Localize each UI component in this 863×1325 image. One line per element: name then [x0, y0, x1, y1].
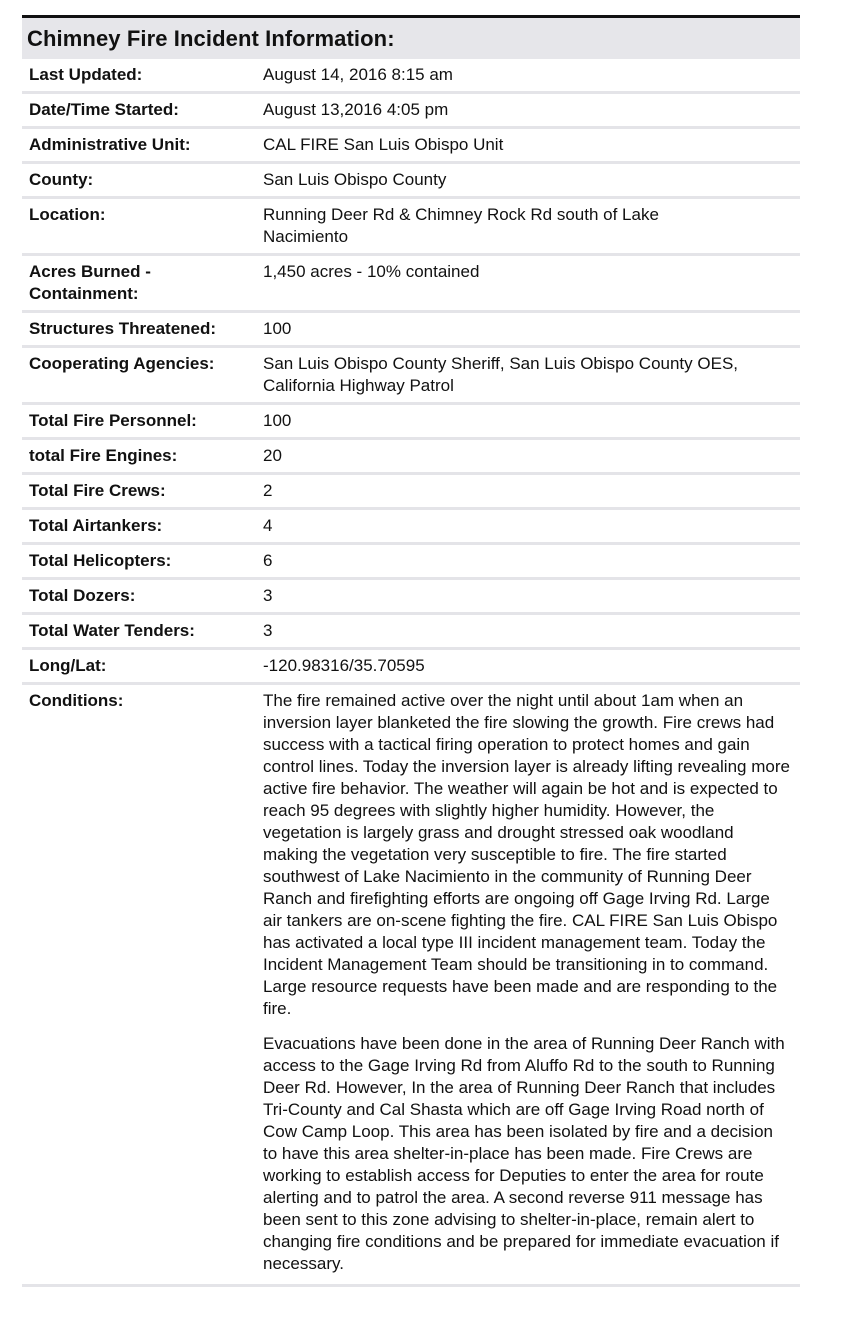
panel-header [22, 15, 800, 59]
field-label: Last Updated: [29, 65, 143, 84]
field-label: Total Water Tenders: [29, 621, 195, 640]
field-value: 100 [263, 411, 292, 430]
field-label: Conditions: [29, 691, 124, 710]
field-label: County: [29, 170, 94, 189]
field-value: August 14, 2016 8:15 am [263, 65, 453, 84]
row-administrative-unit [22, 129, 800, 164]
field-value: 4 [263, 516, 273, 535]
row-total-airtankers [22, 510, 800, 545]
field-label: Structures Threatened: [29, 319, 217, 338]
field-value: 3 [263, 621, 273, 640]
field-label: Total Fire Personnel: [29, 411, 197, 430]
field-label: Location: [29, 205, 106, 224]
field-value: 3 [263, 586, 273, 605]
field-label: Total Dozers: [29, 586, 136, 605]
row-total-water-tenders [22, 615, 800, 650]
field-value: 20 [263, 446, 282, 465]
row-location [22, 199, 800, 256]
field-value: San Luis Obispo County [263, 170, 447, 189]
row-total-fire-engines [22, 440, 800, 475]
row-county [22, 164, 800, 199]
field-label: Total Helicopters: [29, 551, 172, 570]
conditions-paragraph: Evacuations have been done in the area of Running Deer Ranch with access to the Gage Irving Rd from Aluffo Rd to the south to Running Deer Rd. However, In the area of Running Deer Ranch that includes Tri-County and Cal Shasta which are off Gage Irving Road north of Cow Camp Loop. This area has been isolated by fire and a decision to have this area shelter-in-place has been made. Fire Crews are working to establish access for Deputies to enter the area for route alerting and to patrol the area. A second reverse 911 message has been sent to this zone advising to shelter-in-place, remain alert to changing fire conditions and be prepared for immediate evacuation if necessary. [263, 1034, 785, 1273]
conditions-paragraph: The fire remained active over the night until about 1am when an inversion layer blanketed the fire slowing the growth. Fire crews had success with a tactical firing operation to protect homes and gain control lines. Today the inversion layer is already lifting revealing more active fire behavior. The weather will again be hot and is expected to reach 95 degrees with slightly higher humidity. However, the vegetation is largely grass and drought stressed oak woodland making the vegetation very susceptible to fire. The fire started southwest of Lake Nacimiento in the community of Running Deer Ranch and firefighting efforts are ongoing off Gage Irving Rd. Large air tankers are on-scene fighting the fire. CAL FIRE San Luis Obispo has activated a local type III incident management team. Today the Incident Management Team should be transitioning in to command. Large resource requests have been made and are responding to the fire. [263, 691, 790, 1018]
field-label: Administrative Unit: [29, 135, 191, 154]
row-conditions [22, 685, 800, 1287]
row-cooperating-agencies [22, 348, 800, 405]
field-value: 1,450 acres - 10% contained [263, 262, 480, 281]
field-value: San Luis Obispo County Sheriff, San Luis Obispo County OES, California Highway Patrol [263, 354, 739, 395]
row-total-dozers [22, 580, 800, 615]
row-long-lat [22, 650, 800, 685]
row-acres-burned [22, 256, 800, 313]
row-last-updated [22, 59, 800, 94]
field-label: Acres Burned - Containment: [29, 262, 151, 303]
field-value: CAL FIRE San Luis Obispo Unit [263, 135, 504, 154]
field-label: Total Fire Crews: [29, 481, 166, 500]
field-label: Cooperating Agencies: [29, 354, 215, 373]
incident-info-panel [22, 15, 800, 1287]
field-label: Long/Lat: [29, 656, 107, 675]
field-value: 2 [263, 481, 273, 500]
row-total-fire-personnel [22, 405, 800, 440]
field-label: Date/Time Started: [29, 100, 179, 119]
row-total-helicopters [22, 545, 800, 580]
row-date-started [22, 94, 800, 129]
row-total-fire-crews [22, 475, 800, 510]
conditions-text [256, 690, 800, 1275]
row-structures-threatened [22, 313, 800, 348]
field-value: 6 [263, 551, 273, 570]
field-value: -120.98316/35.70595 [263, 656, 425, 675]
field-value: 100 [263, 319, 292, 338]
field-label: Total Airtankers: [29, 516, 163, 535]
field-value: Running Deer Rd & Chimney Rock Rd south of Lake Nacimiento [263, 205, 659, 246]
field-label: total Fire Engines: [29, 446, 178, 465]
page-title: Chimney Fire Incident Information: [27, 25, 395, 51]
field-value: August 13,2016 4:05 pm [263, 100, 449, 119]
